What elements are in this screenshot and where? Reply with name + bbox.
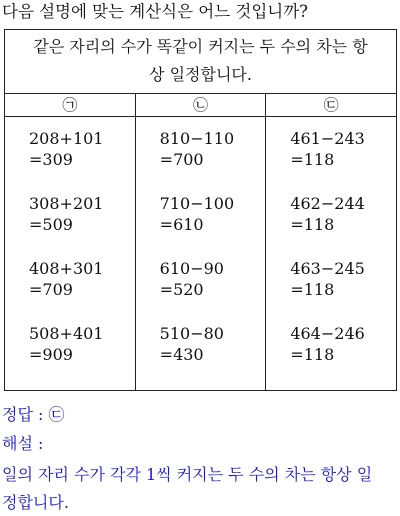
equation-item (290, 258, 396, 300)
answer-label: 정답 : ㉢ (2, 405, 65, 424)
equation-expression: 461−243 (290, 129, 365, 148)
equation-item (29, 193, 135, 235)
question-text: 다음 설명에 맞는 계산식은 어느 것입니까? (2, 2, 309, 21)
equation-item (29, 128, 135, 170)
equation-expression: 464−246 (290, 324, 365, 343)
equation-expression: 508+401 (29, 324, 104, 343)
equation-item (29, 323, 135, 365)
equation-result: =610 (159, 215, 204, 234)
condition-line-1: 같은 자리의 수가 똑같이 커지는 두 수의 차는 항 (33, 37, 368, 56)
equation-item (160, 258, 266, 300)
column-header-c: ㉢ (266, 94, 397, 117)
explanation-line-1: 일의 자리 수가 각각 1씩 커지는 두 수의 차는 항상 일 (2, 465, 373, 484)
equation-item (29, 258, 135, 300)
column-c (266, 117, 397, 391)
column-b (135, 117, 266, 391)
equation-expression: 710−100 (159, 194, 235, 213)
column-header-a: ㉠ (5, 94, 136, 117)
equation-result: =700 (159, 150, 204, 169)
equation-result: =118 (290, 345, 335, 364)
equation-expression: 510−80 (159, 324, 224, 343)
condition-line-2: 상 일정합니다. (149, 65, 252, 84)
equation-result: =309 (29, 150, 73, 169)
equation-expression: 462−244 (290, 194, 365, 213)
equation-result: =118 (290, 150, 335, 169)
equation-expression: 208+101 (29, 129, 104, 148)
equation-result: =909 (29, 345, 73, 364)
column-a (5, 117, 136, 391)
equation-item (290, 128, 396, 170)
equation-result: =430 (159, 345, 204, 364)
explanation-line-2: 정합니다. (2, 493, 69, 512)
equation-result: =118 (290, 280, 335, 299)
explanation-title: 해설 : (2, 434, 44, 453)
equation-result: =520 (159, 280, 204, 299)
equation-expression: 810−110 (159, 129, 235, 148)
equation-expression: 308+201 (29, 194, 104, 213)
equation-expression: 408+301 (29, 259, 104, 278)
equation-expression: 610−90 (159, 259, 224, 278)
equation-result: =118 (290, 215, 335, 234)
equation-expression: 463−245 (290, 259, 365, 278)
equation-result: =709 (29, 280, 73, 299)
equation-result: =509 (29, 215, 73, 234)
condition-cell (5, 30, 397, 94)
equation-item (160, 323, 266, 365)
column-header-b: ㉡ (135, 94, 266, 117)
problem-table (4, 29, 397, 391)
equation-item (290, 193, 396, 235)
equation-item (160, 128, 266, 170)
equation-item (160, 193, 266, 235)
equation-item (290, 323, 396, 365)
